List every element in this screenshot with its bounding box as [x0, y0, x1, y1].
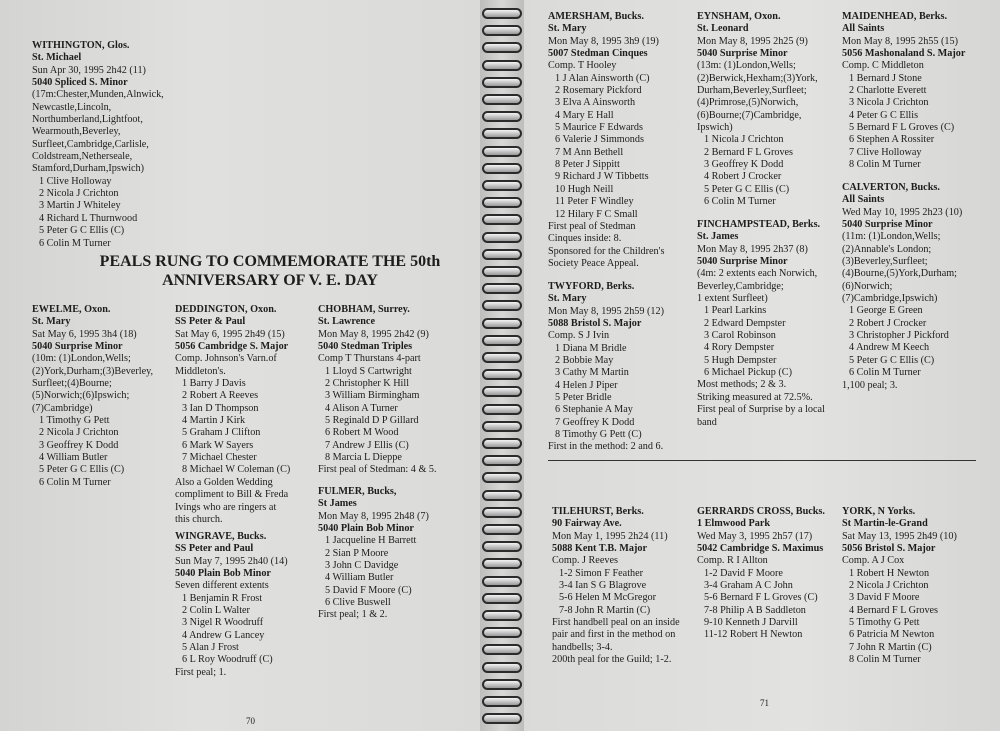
- peal-ringer: 11-12 Robert H Newton: [704, 629, 803, 641]
- spiral-ring: [482, 627, 522, 638]
- spiral-ring: [482, 507, 522, 518]
- peal-church: All Saints: [842, 194, 885, 206]
- peal-church: 90 Fairway Ave.: [552, 518, 622, 530]
- peal-method: 5040 Stedman Triples: [318, 341, 413, 353]
- peal-ringer: 5 Alan J Frost: [182, 642, 239, 654]
- spiral-ring: [482, 111, 522, 122]
- peal-ringer: 1 Barry J Davis: [182, 378, 246, 390]
- peal-church: SS Peter and Paul: [175, 543, 254, 555]
- peal-entry: [548, 11, 664, 270]
- peal-ringer: 1 Diana M Bridle: [555, 342, 627, 354]
- peal-note: Durham,Beverley,Surfleet;: [697, 85, 807, 97]
- peal-method: 5088 Kent T.B. Major: [552, 543, 647, 555]
- peal-footnote: 200th peal for the Guild; 1-2.: [552, 654, 672, 666]
- peal-note: Surfleet;(4)Bourne;: [32, 378, 112, 390]
- right-page-number: 71: [760, 698, 769, 708]
- peal-ringer: 7 Andrew J Ellis (C): [325, 439, 409, 451]
- peal-ringer: 5 Peter G C Ellis (C): [39, 225, 125, 237]
- spiral-ring: [482, 455, 522, 466]
- spiral-ring: [482, 77, 522, 88]
- peal-note: Comp T Thurstans 4-part: [318, 353, 421, 365]
- peal-footnote: First in the method: 2 and 6.: [548, 441, 664, 453]
- peal-note: Comp. S J Ivin: [548, 330, 610, 342]
- peal-method: 5040 Spliced S. Minor: [32, 77, 128, 89]
- peal-ringer: 2 Edward Dempster: [704, 317, 786, 329]
- peal-footnote: this church.: [175, 513, 223, 525]
- peal-note: Beverley,Cambridge;: [697, 280, 784, 292]
- peal-date: Mon May 8, 1995 2h25 (9): [697, 35, 808, 47]
- peal-ringer: 6 Stephen A Rossiter: [849, 134, 935, 146]
- peal-ringer: 4 Richard L Thurnwood: [39, 212, 138, 224]
- peal-date: Sat May 6, 1995 2h49 (15): [175, 328, 285, 340]
- heading-line-1: PEALS RUNG TO COMMEMORATE THE 50th: [99, 253, 441, 270]
- spiral-ring: [482, 283, 522, 294]
- peal-date: Mon May 8, 1995 2h59 (12): [548, 305, 665, 317]
- spiral-ring: [482, 180, 522, 191]
- peal-footnote: Ivings who are ringers at: [175, 501, 277, 513]
- peal-ringer: 2 Bobbie May: [555, 355, 614, 367]
- peal-ringer: 5 Timothy G Pett: [849, 617, 920, 629]
- peal-ringer: 1-2 Simon F Feather: [559, 567, 644, 579]
- peal-note: Comp. Johnson's Varn.of: [175, 353, 277, 365]
- peal-ringer: 4 Andrew G Lancey: [182, 629, 265, 641]
- spiral-ring: [482, 421, 522, 432]
- peal-note: (5)Norwich;(6)Ipswich;: [32, 390, 130, 402]
- peal-entry: [697, 11, 818, 209]
- spiral-ring: [482, 541, 522, 552]
- peal-note: (6)Bourne;(7)Cambridge,: [697, 109, 802, 121]
- spiral-ring: [482, 42, 522, 53]
- peal-ringer: 3 Geoffrey K Dodd: [704, 159, 784, 171]
- peal-entry: [318, 304, 437, 477]
- peal-church: St. Lawrence: [318, 316, 375, 328]
- peal-ringer: 7 Michael Chester: [182, 452, 257, 464]
- peal-place: CHOBHAM, Surrey.: [318, 304, 410, 315]
- peal-ringer: 5 Hugh Dempster: [704, 354, 777, 366]
- peal-place: TWYFORD, Berks.: [548, 281, 635, 292]
- peal-date: Wed May 10, 1995 2h23 (10): [842, 206, 963, 218]
- peal-place: EWELME, Oxon.: [32, 304, 111, 315]
- peal-ringer: 1 Clive Holloway: [39, 175, 112, 187]
- peal-footnote: Society Peace Appeal.: [548, 257, 639, 269]
- peal-entry: [842, 182, 962, 392]
- left-page-number: 70: [246, 716, 255, 726]
- peal-ringer: 5 Peter Bridle: [555, 392, 612, 404]
- peal-church: St. Michael: [32, 52, 82, 64]
- peal-ringer: 4 Andrew M Keech: [849, 342, 930, 354]
- peal-ringer: 12 Hilary F C Small: [555, 208, 638, 220]
- peal-ringer: 8 Peter J Sippitt: [555, 159, 620, 171]
- peal-place: WITHINGTON, Glos.: [32, 40, 130, 51]
- spiral-ring: [482, 593, 522, 604]
- peal-ringer: 6 Robert M Wood: [325, 427, 399, 439]
- peal-ringer: 2 Charlotte Everett: [849, 85, 927, 97]
- peal-place: AMERSHAM, Bucks.: [548, 11, 644, 22]
- peal-note: (4m: 2 extents each Norwich,: [697, 268, 818, 280]
- peal-ringer: 6 Colin M Turner: [704, 196, 776, 208]
- peal-ringer: 11 Peter F Windley: [555, 196, 634, 208]
- peal-note: Wearmouth,Beverley,: [32, 126, 121, 138]
- spiral-ring: [482, 472, 522, 483]
- spiral-ring: [482, 197, 522, 208]
- peal-place: CALVERTON, Bucks.: [842, 182, 940, 193]
- peal-footnote: Also a Golden Wedding: [175, 476, 273, 488]
- section-heading: [60, 252, 480, 290]
- spiral-ring: [482, 576, 522, 587]
- peal-ringer: 8 Michael W Coleman (C): [182, 464, 291, 476]
- peal-ringer: 3 Carol Robinson: [704, 330, 776, 342]
- peal-ringer: 6 Mark W Sayers: [182, 439, 254, 451]
- peal-footnote: First handbell peal on an inside: [552, 617, 680, 629]
- peal-ringer: 4 William Butler: [325, 572, 394, 584]
- peal-ringer: 2 Robert J Crocker: [849, 317, 927, 329]
- spiral-ring: [482, 300, 522, 311]
- peal-method: 5088 Bristol S. Major: [548, 318, 642, 330]
- peal-ringer: 2 Sian P Moore: [325, 547, 389, 559]
- peal-ringer: 3 Martin J Whiteley: [39, 200, 121, 212]
- peal-method: 5007 Stedman Cinques: [548, 48, 648, 60]
- peal-ringer: 3 Christopher J Pickford: [849, 330, 949, 342]
- spiral-ring: [482, 524, 522, 535]
- peal-ringer: 6 L Roy Woodruff (C): [182, 654, 273, 666]
- peal-ringer: 5 Peter G C Ellis (C): [849, 354, 935, 366]
- peal-ringer: 6 Colin M Turner: [39, 476, 111, 488]
- peal-church: 1 Elmwood Park: [697, 518, 771, 530]
- peal-ringer: 5 Graham J Clifton: [182, 427, 261, 439]
- peal-ringer: 2 Nicola J Crichton: [849, 580, 929, 592]
- spiral-ring: [482, 386, 522, 397]
- peal-ringer: 7 John R Martin (C): [849, 641, 932, 653]
- peal-ringer: 10 Hugh Neill: [555, 183, 614, 195]
- peal-ringer: 1 J Alan Ainsworth (C): [555, 72, 650, 84]
- spiral-ring: [482, 558, 522, 569]
- spiral-ring: [482, 713, 522, 724]
- peal-footnote: First peal of Stedman: [548, 220, 636, 232]
- spiral-ring: [482, 25, 522, 36]
- peal-note: Stamford,Durham,Ipswich): [32, 163, 145, 175]
- peal-note: Ipswich): [697, 122, 733, 134]
- peal-ringer: 6 Colin M Turner: [849, 367, 921, 379]
- peal-church: St. Mary: [548, 293, 587, 305]
- peal-ringer: 5 Peter G C Ellis (C): [704, 183, 790, 195]
- peal-note: Seven different extents: [175, 580, 269, 592]
- spiral-ring: [482, 335, 522, 346]
- peal-ringer: 5 David F Moore (C): [325, 584, 412, 596]
- peal-note: Comp. R I Allton: [697, 555, 768, 567]
- peal-note: Comp. A J Cox: [842, 555, 905, 567]
- peal-note: Middleton's.: [175, 365, 226, 377]
- peal-entry: [32, 40, 164, 250]
- peal-entry: [552, 506, 680, 666]
- peal-place: EYNSHAM, Oxon.: [697, 11, 781, 22]
- peal-ringer: 1 Lloyd S Cartwright: [325, 365, 412, 377]
- peal-ringer: 9 Richard J W Tibbetts: [555, 171, 649, 183]
- peal-date: Mon May 8, 1995 2h37 (8): [697, 243, 808, 255]
- peal-place: FINCHAMPSTEAD, Berks.: [697, 219, 821, 230]
- peal-ringer: 3 Geoffrey K Dodd: [39, 439, 119, 451]
- peal-ringer: 8 Marcia L Dieppe: [325, 452, 402, 464]
- spiral-ring: [482, 610, 522, 621]
- peal-footnote: band: [697, 416, 717, 428]
- peal-ringer: 3 David F Moore: [849, 592, 920, 604]
- peal-ringer: 1 Jacqueline H Barrett: [325, 535, 417, 547]
- peal-ringer: 3 Ian D Thompson: [182, 402, 259, 414]
- peal-ringer: 1 Nicola J Crichton: [704, 134, 784, 146]
- peal-ringer: 6 Stephanie A May: [555, 404, 633, 416]
- peal-date: Sun May 7, 1995 2h40 (14): [175, 555, 288, 567]
- peal-ringer: 5 Reginald D P Gillard: [325, 415, 419, 427]
- spiral-ring: [482, 266, 522, 277]
- peal-method: 5040 Surprise Minor: [697, 256, 788, 268]
- peal-church: St. Leonard: [697, 23, 749, 35]
- peal-place: YORK, N Yorks.: [842, 506, 916, 517]
- peal-ringer: 1 Pearl Larkins: [704, 305, 767, 317]
- peal-footnote: 1,100 peal; 3.: [842, 379, 898, 391]
- peal-ringer: 4 Robert J Crocker: [704, 171, 782, 183]
- peal-date: Mon May 8, 1995 2h55 (15): [842, 35, 959, 47]
- peal-ringer: 3 John C Davidge: [325, 560, 399, 572]
- peal-ringer: 2 Christopher K Hill: [325, 378, 410, 390]
- peal-ringer: 3 Nicola J Crichton: [849, 97, 929, 109]
- peal-ringer: 3-4 Graham A C John: [704, 580, 793, 592]
- spiral-ring: [482, 696, 522, 707]
- peal-entry: [32, 304, 153, 489]
- peal-note: (4)Bourne,(5)York,Durham;: [842, 268, 957, 280]
- peal-church: SS Peter & Paul: [175, 316, 246, 328]
- peal-place: MAIDENHEAD, Berks.: [842, 11, 947, 22]
- peal-church: St. Mary: [32, 316, 71, 328]
- peal-footnote: Most methods; 2 & 3.: [697, 379, 787, 391]
- peal-footnote: First peal; 1.: [175, 666, 227, 678]
- spiral-ring: [482, 232, 522, 243]
- peal-date: Mon May 8, 1995 2h42 (9): [318, 328, 429, 340]
- peal-note: (10m: (1)London,Wells;: [32, 353, 131, 365]
- spiral-ring: [482, 438, 522, 449]
- peal-ringer: 2 Bernard F L Groves: [704, 146, 794, 158]
- peal-footnote: First peal; 1 & 2.: [318, 609, 388, 621]
- peal-note: Comp. J Reeves: [552, 555, 618, 567]
- peal-ringer: 2 Rosemary Pickford: [555, 85, 642, 97]
- peal-ringer: 4 Rory Dempster: [704, 342, 775, 354]
- peal-ringer: 4 Martin J Kirk: [182, 415, 246, 427]
- spiral-ring: [482, 8, 522, 19]
- peal-ringer: 4 Peter G C Ellis: [849, 109, 919, 121]
- peal-ringer: 9-10 Kenneth J Darvill: [704, 617, 798, 629]
- peal-method: 5056 Cambridge S. Major: [175, 341, 289, 353]
- peal-ringer: 3 William Birmingham: [325, 390, 420, 402]
- peal-place: FULMER, Bucks,: [318, 486, 397, 497]
- peal-footnote: Sponsored for the Children's: [548, 245, 665, 257]
- peal-ringer: 6 Colin M Turner: [39, 237, 111, 249]
- peal-entry: [697, 506, 825, 642]
- peal-footnote: pair and first in the method on: [552, 629, 676, 641]
- peal-note: (7)Cambridge): [32, 402, 93, 414]
- peal-method: 5042 Cambridge S. Maximus: [697, 543, 824, 555]
- peal-note: (4)Primrose,(5)Norwich,: [697, 97, 799, 109]
- peal-ringer: 2 Colin L Walter: [182, 605, 250, 617]
- peal-ringer: 5 Peter G C Ellis (C): [39, 464, 125, 476]
- peal-place: WINGRAVE, Bucks.: [175, 531, 267, 542]
- peal-church: All Saints: [842, 23, 885, 35]
- peal-note: Comp. C Middleton: [842, 60, 924, 72]
- peal-footnote: handbells; 3-4.: [552, 641, 613, 653]
- peal-note: 1 extent Surfleet): [697, 293, 768, 305]
- peal-ringer: 2 Nicola J Crichton: [39, 427, 119, 439]
- peal-place: TILEHURST, Berks.: [552, 506, 644, 517]
- peal-footnote: Cinques inside: 8.: [548, 233, 622, 245]
- peal-note: Comp. T Hooley: [548, 60, 617, 72]
- peal-ringer: 5 Maurice F Edwards: [555, 122, 643, 134]
- peal-entry: [548, 281, 664, 454]
- peal-note: (2)York,Durham;(3)Beverley,: [32, 365, 154, 377]
- peal-entry: [318, 486, 429, 622]
- peal-ringer: 7 Geoffrey K Dodd: [555, 416, 635, 428]
- peal-method: 5040 Surprise Minor: [32, 341, 123, 353]
- spiral-ring: [482, 490, 522, 501]
- spiral-ring: [482, 163, 522, 174]
- peal-entry: [175, 531, 288, 679]
- spiral-ring: [482, 214, 522, 225]
- peal-date: Sat May 13, 1995 2h49 (10): [842, 530, 957, 542]
- peal-date: Mon May 1, 1995 2h24 (11): [552, 530, 668, 542]
- peal-note: (11m: (1)London,Wells;: [842, 231, 941, 243]
- peal-church: St Martin-le-Grand: [842, 518, 928, 530]
- peal-note: (2)Annable's London;: [842, 243, 932, 255]
- peal-ringer: 5-6 Bernard F L Groves (C): [704, 592, 818, 604]
- peal-ringer: 1 Timothy G Pett: [39, 415, 110, 427]
- peal-ringer: 4 Mary E Hall: [555, 109, 614, 121]
- spiral-ring: [482, 369, 522, 380]
- peal-ringer: 2 Nicola J Crichton: [39, 188, 119, 200]
- peal-method: 5056 Mashonaland S. Major: [842, 48, 966, 60]
- peal-footnote: Striking measured at 72.5%.: [697, 391, 813, 403]
- peal-ringer: 7-8 Philip A B Saddleton: [704, 604, 806, 616]
- peal-entry: [175, 304, 290, 526]
- peal-ringer: 6 Clive Buswell: [325, 597, 391, 609]
- peal-method: 5040 Plain Bob Minor: [175, 568, 271, 580]
- spiral-binding: [480, 0, 524, 731]
- peal-date: Wed May 3, 1995 2h57 (17): [697, 530, 813, 542]
- peal-footnote: First peal of Stedman: 4 & 5.: [318, 464, 437, 476]
- peal-ringer: 1-2 David F Moore: [704, 567, 783, 579]
- peal-church: St. James: [697, 231, 739, 243]
- peal-ringer: 1 George E Green: [849, 305, 923, 317]
- peal-entry: [842, 506, 957, 666]
- spiral-ring: [482, 662, 522, 673]
- peal-ringer: 4 Alison A Turner: [325, 402, 398, 414]
- peal-note: (6)Norwich;: [842, 280, 893, 292]
- spiral-ring: [482, 128, 522, 139]
- peal-ringer: 3-4 Ian S G Blagrove: [559, 580, 647, 592]
- peal-note: (2)Berwick,Hexham;(3)York,: [697, 72, 818, 84]
- peal-note: Northumberland,Lightfoot,: [32, 114, 143, 126]
- peal-ringer: 8 Colin M Turner: [849, 654, 921, 666]
- peal-date: Sat May 6, 1995 3h4 (18): [32, 328, 137, 340]
- peal-place: DEDDINGTON, Oxon.: [175, 304, 277, 315]
- peal-ringer: 2 Robert A Reeves: [182, 390, 259, 402]
- peal-ringer: 3 Cathy M Martin: [555, 367, 629, 379]
- peal-ringer: 3 Elva A Ainsworth: [555, 97, 636, 109]
- peal-ringer: 1 Benjamin R Frost: [182, 592, 263, 604]
- peal-method: 5056 Bristol S. Major: [842, 543, 936, 555]
- spiral-ring: [482, 249, 522, 260]
- peal-ringer: 3 Nigel R Woodruff: [182, 617, 264, 629]
- peal-note: (13m: (1)London,Wells;: [697, 60, 796, 72]
- peal-entry: [842, 11, 965, 171]
- spiral-ring: [482, 352, 522, 363]
- spiral-ring: [482, 318, 522, 329]
- peal-ringer: 6 Michael Pickup (C): [704, 367, 792, 379]
- peal-ringer: 4 William Butler: [39, 452, 108, 464]
- section-divider: [548, 460, 976, 461]
- peal-footnote: compliment to Bill & Freda: [175, 489, 289, 501]
- peal-ringer: 7-8 John R Martin (C): [559, 604, 651, 616]
- peal-method: 5040 Surprise Minor: [697, 48, 788, 60]
- spiral-ring: [482, 679, 522, 690]
- peal-ringer: 7 Clive Holloway: [849, 146, 922, 158]
- spiral-ring: [482, 94, 522, 105]
- peal-note: Surfleet,Cambridge,Carlisle,: [32, 138, 149, 150]
- peal-ringer: 4 Helen J Piper: [555, 379, 618, 391]
- peal-method: 5040 Plain Bob Minor: [318, 523, 414, 535]
- peal-ringer: 5-6 Helen M McGregor: [559, 592, 657, 604]
- peal-entry: [697, 219, 825, 429]
- spiral-ring: [482, 404, 522, 415]
- peal-note: (17m:Chester,Munden,Alnwick,: [32, 89, 164, 101]
- peal-ringer: 6 Valerie J Simmonds: [555, 134, 644, 146]
- peal-method: 5040 Surprise Minor: [842, 219, 933, 231]
- peal-church: St James: [318, 498, 357, 510]
- peal-date: Mon May 8, 1995 3h9 (19): [548, 35, 659, 47]
- spiral-ring: [482, 644, 522, 655]
- peal-church: St. Mary: [548, 23, 587, 35]
- peal-note: (7)Cambridge,Ipswich): [842, 293, 938, 305]
- peal-place: GERRARDS CROSS, Bucks.: [697, 506, 825, 517]
- peal-ringer: 4 Bernard F L Groves: [849, 604, 939, 616]
- peal-ringer: 8 Timothy G Pett (C): [555, 429, 642, 441]
- peal-ringer: 8 Colin M Turner: [849, 159, 921, 171]
- peal-ringer: 7 M Ann Bethell: [555, 146, 624, 158]
- peal-ringer: 1 Bernard J Stone: [849, 72, 922, 84]
- peal-date: Mon May 8, 1995 2h48 (7): [318, 510, 429, 522]
- heading-line-2: ANNIVERSARY OF V. E. DAY: [162, 272, 378, 289]
- peal-ringer: 5 Bernard F L Groves (C): [849, 122, 955, 134]
- peal-footnote: First peal of Surprise by a local: [697, 404, 825, 416]
- peal-note: Coldstream,Netherseale,: [32, 151, 133, 163]
- peal-ringer: 6 Patricia M Newton: [849, 629, 935, 641]
- peal-ringer: 1 Robert H Newton: [849, 567, 930, 579]
- spiral-ring: [482, 60, 522, 71]
- peal-note: (3)Beverley,Surfleet;: [842, 256, 928, 268]
- peal-note: Newcastle,Lincoln,: [32, 101, 112, 113]
- peal-date: Sun Apr 30, 1995 2h42 (11): [32, 64, 146, 76]
- spiral-ring: [482, 146, 522, 157]
